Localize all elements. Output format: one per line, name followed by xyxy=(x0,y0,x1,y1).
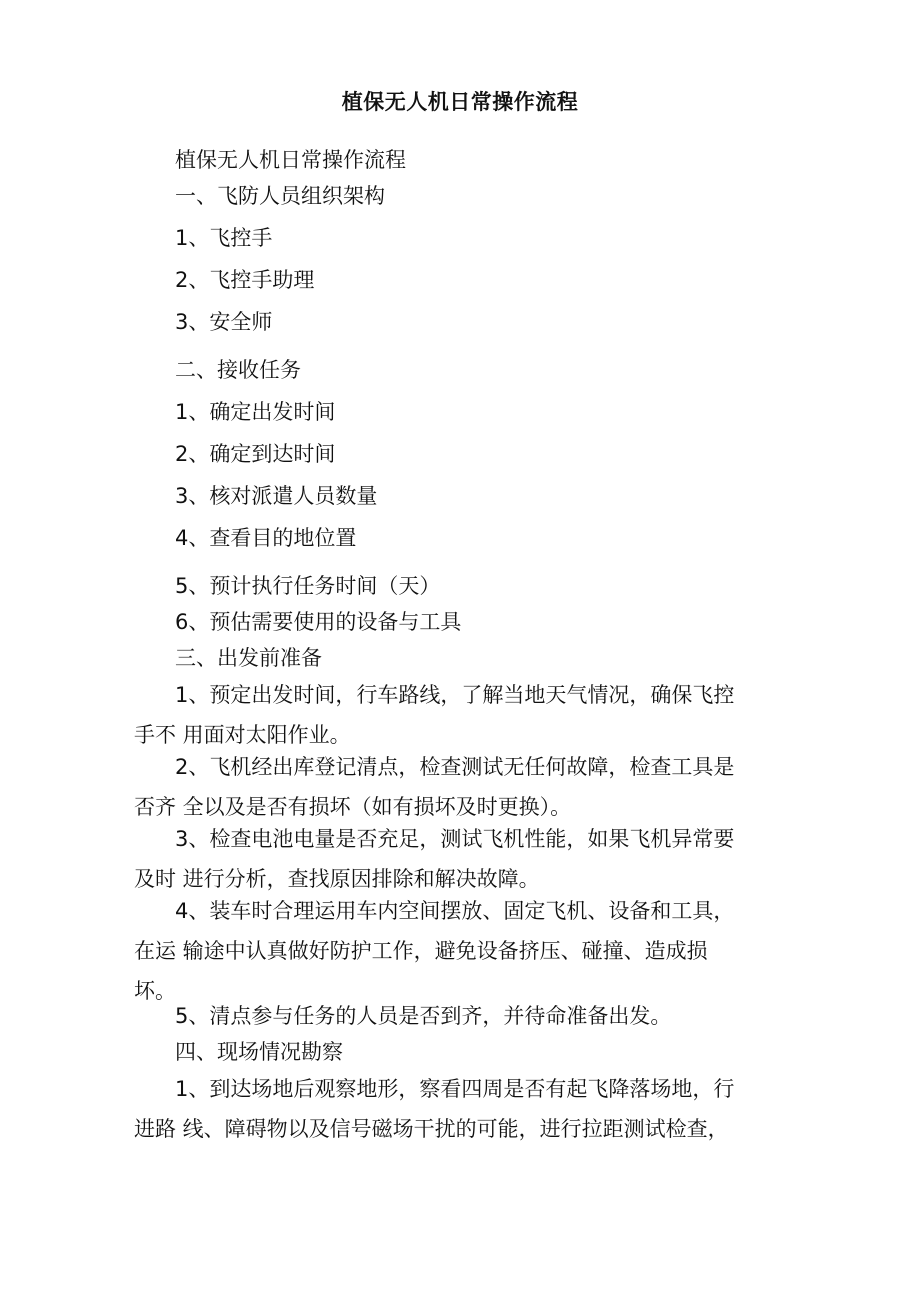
paragraph xyxy=(134,891,784,1011)
paragraph-line: 在运 输途中认真做好防护工作，避免设备挤压、碰撞、造成损 xyxy=(134,939,708,963)
paragraph xyxy=(134,675,784,755)
section-heading-4: 四、现场情况勘察 xyxy=(175,1040,343,1064)
paragraph-line: 及时 进行分析，查找原因排除和解决故障。 xyxy=(134,867,540,891)
list-item: 6、预估需要使用的设备与工具 xyxy=(175,610,462,634)
section-heading-1: 一、飞防人员组织架构 xyxy=(175,184,385,208)
paragraph xyxy=(134,819,784,899)
list-item: 2、确定到达时间 xyxy=(175,442,336,466)
list-item: 1、确定出发时间 xyxy=(175,400,336,424)
paragraph-line: 2、飞机经出库登记清点，检查测试无任何故障，检查工具是 xyxy=(175,755,735,779)
list-item: 1、飞控手 xyxy=(175,226,273,250)
list-item: 4、查看目的地位置 xyxy=(175,526,357,550)
list-item: 2、飞控手助理 xyxy=(175,268,315,292)
paragraph xyxy=(134,1069,784,1149)
paragraph-line: 3、检查电池电量是否充足，测试飞机性能，如果飞机异常要 xyxy=(175,827,735,851)
paragraph xyxy=(134,747,784,827)
document-title: 植保无人机日常操作流程 xyxy=(341,90,579,114)
paragraph-line: 1、预定出发时间，行车路线，了解当地天气情况，确保飞控 xyxy=(175,683,735,707)
paragraph-line: 4、装车时合理运用车内空间摆放、固定飞机、设备和工具， xyxy=(175,899,735,923)
paragraph-line: 坏。 xyxy=(134,979,176,1003)
section-heading-3: 三、出发前准备 xyxy=(175,646,322,670)
paragraph-line: 否齐 全以及是否有损坏（如有损坏及时更换）。 xyxy=(134,795,572,819)
text-line-subtitle: 植保无人机日常操作流程 xyxy=(175,148,406,172)
paragraph-line: 手不 用面对太阳作业。 xyxy=(134,723,351,747)
paragraph-line: 1、到达场地后观察地形，察看四周是否有起飞降落场地，行 xyxy=(175,1077,735,1101)
paragraph-line: 进路 线、障碍物以及信号磁场干扰的可能，进行拉距测试检查， xyxy=(134,1117,729,1141)
section-heading-2: 二、接收任务 xyxy=(175,358,301,382)
list-item: 3、核对派遣人员数量 xyxy=(175,484,378,508)
list-item: 3、安全师 xyxy=(175,310,273,334)
list-item: 5、预计执行任务时间（天） xyxy=(175,574,441,598)
list-item: 5、清点参与任务的人员是否到齐，并待命准备出发。 xyxy=(175,1004,672,1028)
